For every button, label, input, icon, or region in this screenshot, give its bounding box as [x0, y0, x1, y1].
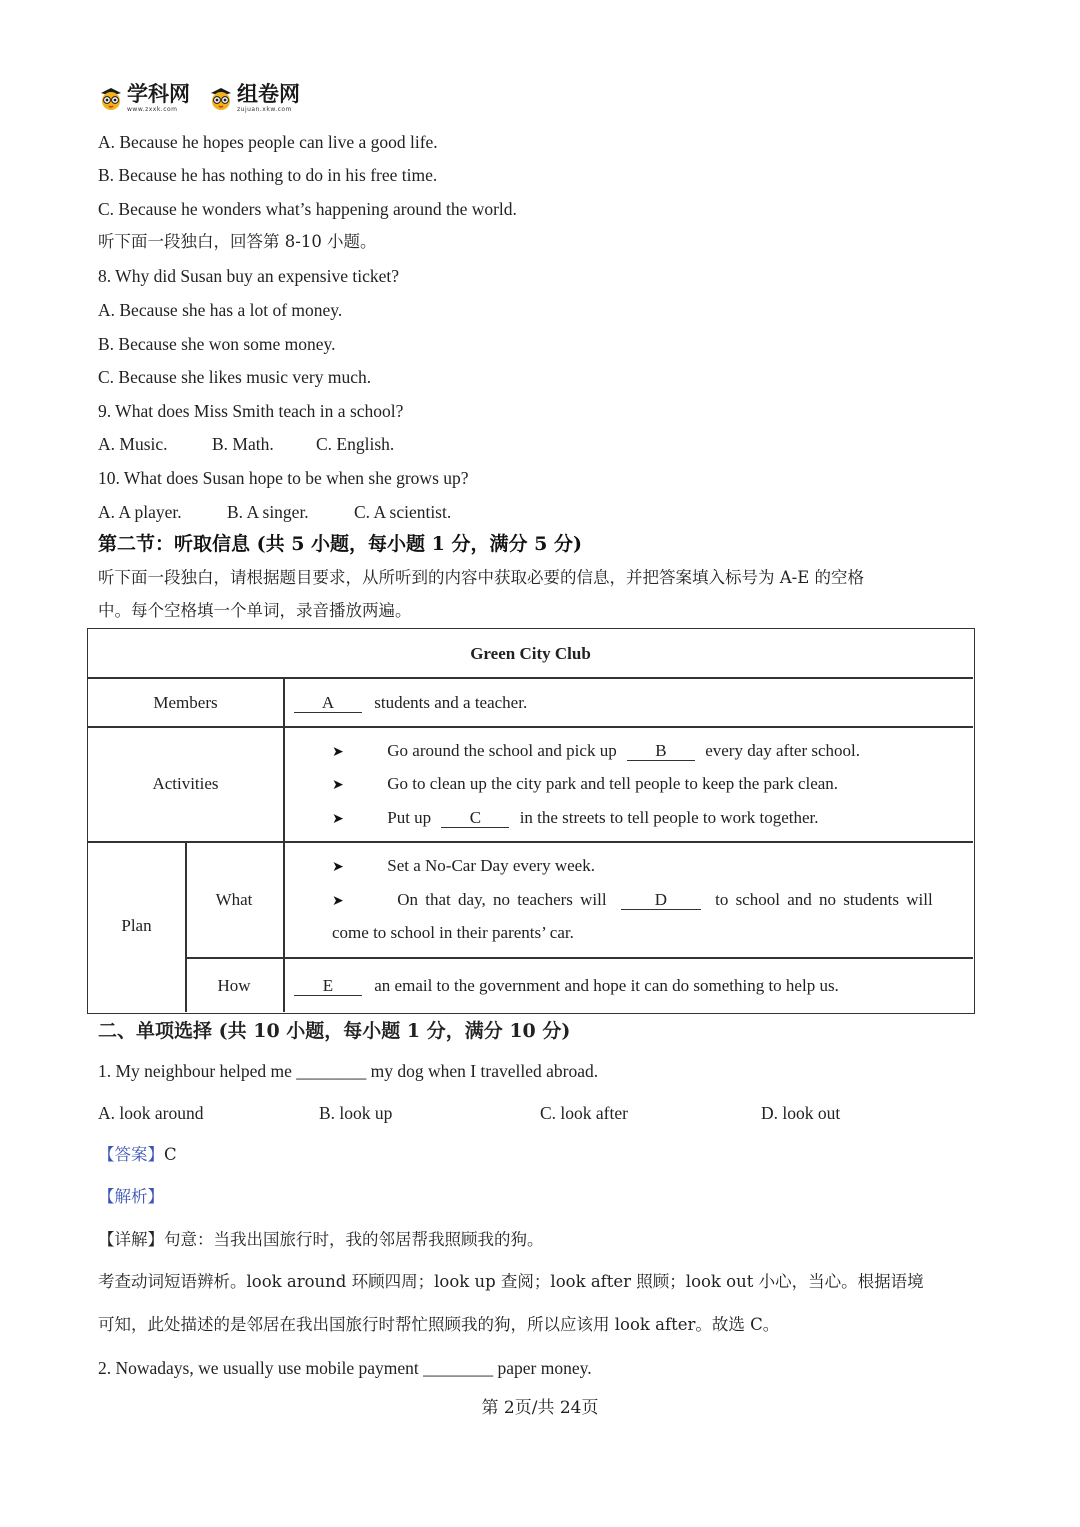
q9-options — [98, 433, 394, 455]
question-9: 9. What does Miss Smith teach in a school? — [98, 401, 404, 421]
question-8: 8. Why did Susan buy an expensive ticket? — [98, 266, 400, 286]
blank-c: C — [441, 809, 509, 828]
members-row — [294, 692, 527, 714]
owl-logo-icon — [208, 85, 234, 111]
q8-option-b: B. Because she won some money. — [98, 334, 336, 354]
what-3: come to school in their parents’ car. — [332, 923, 574, 942]
bullet-arrow-icon: ➤ — [332, 777, 344, 793]
how-text: an email to the government and hope it can do something to help us. — [374, 976, 839, 995]
what-1-text: Set a No-Car Day every week. — [387, 856, 595, 875]
q10-options — [98, 501, 451, 523]
activity-1-post: every day after school. — [705, 741, 861, 760]
what-label: What — [215, 890, 253, 909]
logo2-url: zujuan.xkw.com — [237, 105, 292, 113]
logo-zxxk — [98, 81, 190, 113]
what-2 — [332, 889, 933, 912]
bullet-arrow-icon: ➤ — [332, 744, 344, 760]
analysis-label: 【解析】 — [98, 1187, 164, 1206]
section2-heading: 第二节：听取信息 (共 5 小题，每小题 1 分，满分 5 分) — [98, 533, 582, 555]
how-row — [294, 975, 839, 997]
q8-option-c: C. Because she likes music very much. — [98, 367, 372, 387]
blank-e: E — [294, 977, 362, 996]
mc-q1-options — [98, 1102, 840, 1124]
activity-1-pre: Go around the school and pick up — [387, 741, 617, 760]
logo2-name: 组卷网 — [237, 81, 300, 106]
blank-b: B — [627, 742, 695, 761]
header-logos — [98, 80, 300, 116]
part2-heading: 二、单项选择 (共 10 小题，每小题 1 分，满分 10 分) — [98, 1020, 571, 1042]
logo1-name: 学科网 — [127, 81, 190, 106]
explanation-line-1: 考查动词短语辨析。look around 环顾四周；look up 查阅；look after 照顾；look out 小心，当心。根据语境 — [98, 1272, 924, 1291]
activity-3-pre: Put up — [387, 808, 432, 827]
what-1 — [332, 855, 595, 878]
bullet-arrow-icon: ➤ — [332, 811, 344, 827]
how-label: How — [217, 976, 251, 995]
answer-line — [98, 1144, 177, 1166]
detail-text: 句意：当我出国旅行时，我的邻居帮我照顾我的狗。 — [164, 1230, 544, 1249]
q9-option-a: A. Music. — [98, 434, 168, 454]
page-number: 第 2页/共 24页 — [481, 1398, 599, 1418]
table-title: Green City Club — [470, 644, 591, 663]
activity-2 — [332, 773, 838, 796]
monologue-instruction: 听下面一段独白，回答第 8-10 小题。 — [98, 232, 377, 251]
activities-label: Activities — [152, 774, 219, 793]
section2-instruction-2: 中。每个空格填一个单词，录音播放两遍。 — [98, 601, 412, 620]
q7-option-a: A. Because he hopes people can live a good life. — [98, 132, 438, 152]
activity-1 — [332, 740, 860, 763]
mc-q1-option-a: A. look around — [98, 1103, 204, 1123]
answer-value: C — [164, 1145, 177, 1164]
question-10: 10. What does Susan hope to be when she grows up? — [98, 468, 469, 488]
what-2-post: to school and no students will — [715, 890, 933, 909]
logo1-url: www.zxxk.com — [127, 105, 178, 113]
explanation-line-2: 可知，此处描述的是邻居在我出国旅行时帮忙照顾我的狗，所以应该用 look after。故选 C。 — [98, 1315, 780, 1334]
blank-a: A — [294, 694, 362, 713]
members-text: students and a teacher. — [374, 693, 528, 712]
q9-option-b: B. Math. — [212, 434, 274, 454]
bullet-arrow-icon: ➤ — [332, 893, 344, 909]
plan-label: Plan — [121, 916, 152, 935]
q10-option-c: C. A scientist. — [354, 502, 452, 522]
q9-option-c: C. English. — [316, 434, 395, 454]
mc-q1-option-b: B. look up — [319, 1103, 393, 1123]
logo-zujuan — [208, 81, 300, 113]
blank-d: D — [621, 891, 701, 910]
activity-3-post: in the streets to tell people to work together. — [519, 808, 819, 827]
mc-q1-option-c: C. look after — [540, 1103, 628, 1123]
q7-option-c: C. Because he wonders what’s happening around the world. — [98, 199, 517, 219]
bullet-arrow-icon: ➤ — [332, 859, 344, 875]
mc-question-2: 2. Nowadays, we usually use mobile payment ________ paper money. — [98, 1358, 592, 1378]
q7-option-b: B. Because he has nothing to do in his free time. — [98, 165, 438, 185]
activity-3 — [332, 807, 819, 830]
activity-2-text: Go to clean up the city park and tell people to keep the park clean. — [387, 774, 839, 793]
owl-logo-icon — [98, 85, 124, 111]
green-city-club-table — [87, 628, 975, 1014]
q10-option-b: B. A singer. — [227, 502, 309, 522]
detail-label: 【详解】 — [98, 1230, 164, 1249]
section2-instruction-1: 听下面一段独白，请根据题目要求，从所听到的内容中获取必要的信息，并把答案填入标号为 A-E 的空格 — [98, 568, 865, 587]
q10-option-a: A. A player. — [98, 502, 182, 522]
q8-option-a: A. Because she has a lot of money. — [98, 300, 343, 320]
mc-question-1: 1. My neighbour helped me ________ my dog when I travelled abroad. — [98, 1061, 599, 1081]
what-2-pre: On that day, no teachers will — [397, 890, 607, 909]
detail-line — [98, 1229, 544, 1251]
mc-q1-option-d: D. look out — [761, 1103, 841, 1123]
members-label: Members — [153, 693, 218, 712]
answer-label: 【答案】 — [98, 1145, 164, 1164]
